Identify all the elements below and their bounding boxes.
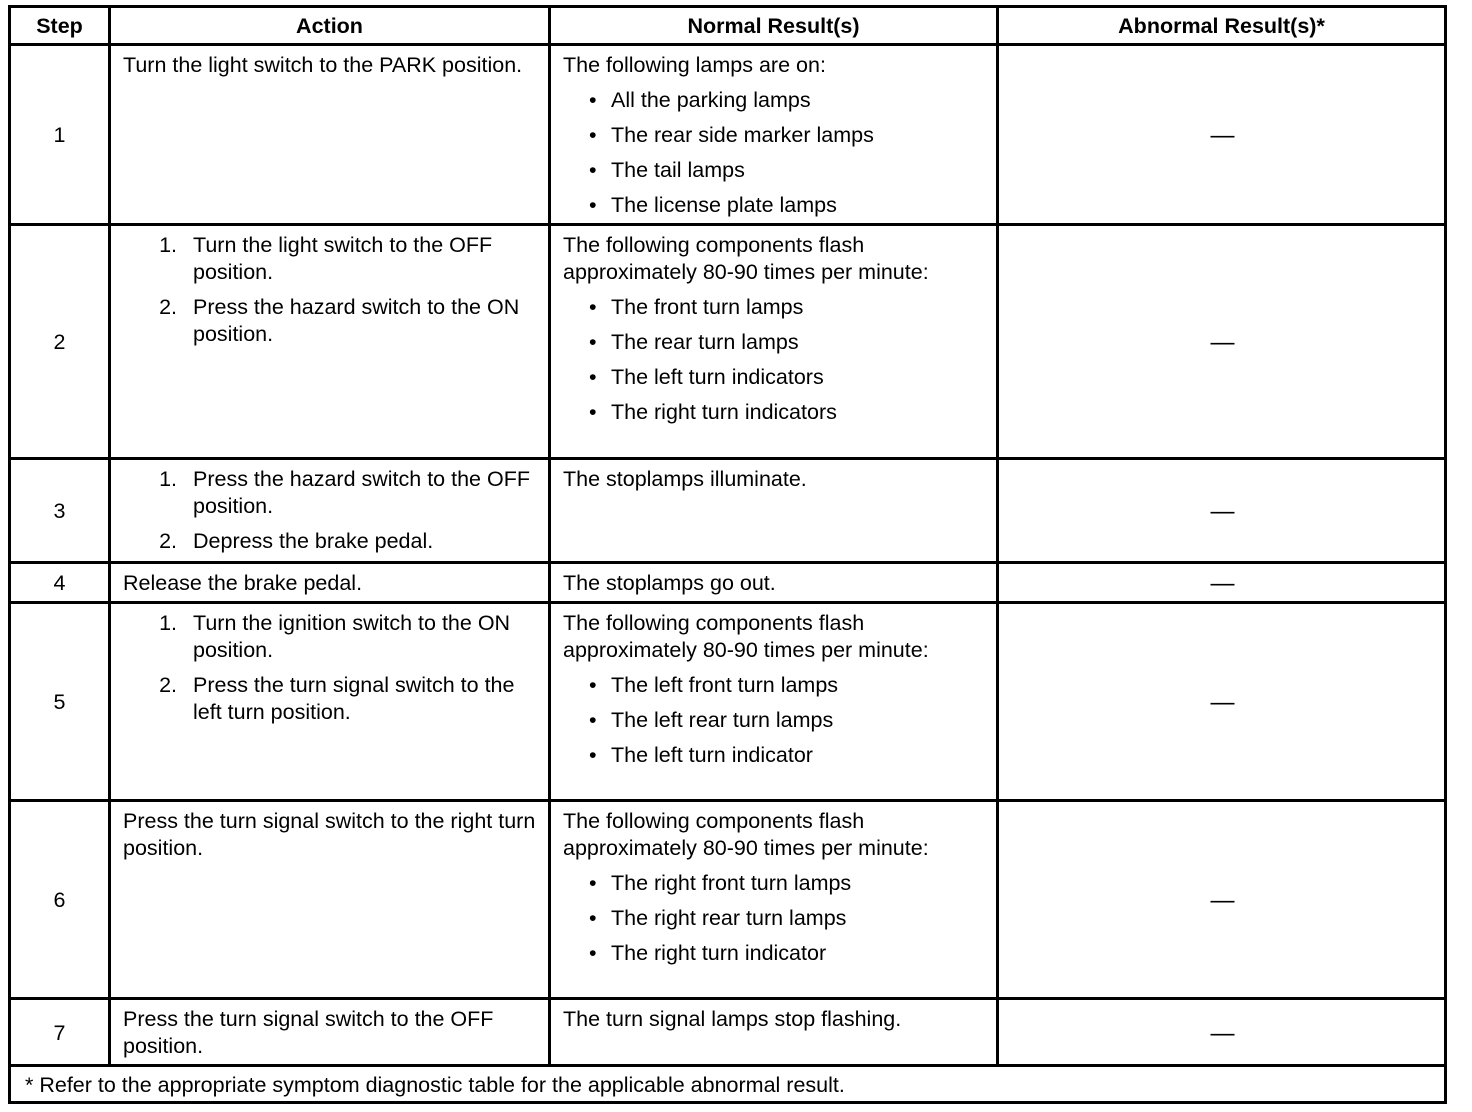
normal-result-list-item: [589, 707, 986, 734]
footnote: * Refer to the appropriate symptom diagnostic table for the applicable abnormal result.: [10, 1066, 1446, 1103]
normal-result-cell: [550, 603, 998, 801]
bullet-text: The left turn indicator: [611, 743, 813, 767]
bullet-text: The front turn lamps: [611, 295, 804, 319]
normal-result-list-item: [589, 742, 986, 769]
normal-result-cell: [550, 563, 998, 603]
table-body: [10, 45, 1446, 1066]
normal-result-list-item: [589, 870, 986, 897]
action-list-item: 1. Press the hazard switch to the OFF position.: [183, 466, 538, 520]
normal-result-list-item: [589, 122, 986, 149]
bullet-text: The left turn indicators: [611, 365, 824, 389]
action-cell: [110, 45, 550, 225]
normal-result-text: The following components flash approximately 80-90 times per minute:: [563, 809, 929, 860]
bullet-text: All the parking lamps: [611, 88, 811, 112]
header-action: Action: [110, 7, 550, 45]
normal-result-text: The following components flash approximately 80-90 times per minute:: [563, 233, 929, 284]
abnormal-result-cell: —: [998, 603, 1446, 801]
bullet-text: The right front turn lamps: [611, 871, 852, 895]
table-row: [10, 563, 1446, 603]
bullet-icon: •: [589, 400, 597, 424]
bullet-icon: •: [589, 906, 597, 930]
normal-result-list: [563, 672, 986, 769]
step-number: 2: [10, 225, 110, 459]
table-row: [10, 45, 1446, 225]
action-list: [123, 610, 538, 726]
bullet-text: The right rear turn lamps: [611, 906, 847, 930]
normal-result-list-item: [589, 157, 986, 184]
normal-result-cell: [550, 459, 998, 563]
step-number: 7: [10, 999, 110, 1066]
action-list: [123, 466, 538, 555]
action-cell: [110, 459, 550, 563]
action-list-item: 1. Turn the ignition switch to the ON position.: [183, 610, 538, 664]
bullet-icon: •: [589, 158, 597, 182]
normal-result-list-item: [589, 294, 986, 321]
normal-result-text: The turn signal lamps stop flashing.: [563, 1007, 902, 1031]
normal-result-list: [563, 87, 986, 219]
bullet-text: The license plate lamps: [611, 193, 837, 217]
bullet-icon: •: [589, 123, 597, 147]
normal-result-list: [563, 870, 986, 967]
bullet-text: The left front turn lamps: [611, 673, 839, 697]
action-list-item: 2. Press the turn signal switch to the left turn position.: [183, 672, 538, 726]
bullet-icon: •: [589, 743, 597, 767]
normal-result-list-item: [589, 940, 986, 967]
normal-result-list-item: [589, 87, 986, 114]
diagnostic-table-container: [8, 5, 1444, 1104]
bullet-text: The rear side marker lamps: [611, 123, 874, 147]
normal-result-cell: [550, 45, 998, 225]
abnormal-result-cell: —: [998, 459, 1446, 563]
bullet-text: The left rear turn lamps: [611, 708, 834, 732]
abnormal-result-cell: —: [998, 801, 1446, 999]
normal-result-text: The stoplamps illuminate.: [563, 467, 807, 491]
bullet-text: The rear turn lamps: [611, 330, 799, 354]
bullet-icon: •: [589, 941, 597, 965]
table-row: [10, 999, 1446, 1066]
diagnostic-table: [8, 5, 1447, 1104]
bullet-icon: •: [589, 88, 597, 112]
table-row: [10, 225, 1446, 459]
bullet-text: The tail lamps: [611, 158, 745, 182]
abnormal-result-cell: —: [998, 45, 1446, 225]
footnote-row: [10, 1066, 1446, 1103]
normal-result-text: The following lamps are on:: [563, 53, 826, 77]
normal-result-list-item: [589, 192, 986, 219]
action-cell: [110, 999, 550, 1066]
action-text: Press the turn signal switch to the right turn position.: [123, 809, 536, 860]
normal-result-list-item: [589, 672, 986, 699]
bullet-icon: •: [589, 673, 597, 697]
normal-result-cell: [550, 801, 998, 999]
header-normal-results: Normal Result(s): [550, 7, 998, 45]
action-text: Press the turn signal switch to the OFF position.: [123, 1007, 494, 1058]
table-row: [10, 459, 1446, 563]
abnormal-result-cell: —: [998, 999, 1446, 1066]
action-list-item: 2. Depress the brake pedal.: [183, 528, 538, 555]
step-number: 5: [10, 603, 110, 801]
bullet-icon: •: [589, 871, 597, 895]
normal-result-text: The stoplamps go out.: [563, 571, 776, 595]
normal-result-list-item: [589, 329, 986, 356]
normal-result-text: The following components flash approximately 80-90 times per minute:: [563, 611, 929, 662]
step-number: 3: [10, 459, 110, 563]
step-number: 4: [10, 563, 110, 603]
bullet-icon: •: [589, 365, 597, 389]
action-text: Release the brake pedal.: [123, 571, 363, 595]
normal-result-list: [563, 294, 986, 426]
action-cell: [110, 563, 550, 603]
action-cell: [110, 225, 550, 459]
action-cell: [110, 801, 550, 999]
abnormal-result-cell: —: [998, 225, 1446, 459]
header-abnormal-results: Abnormal Result(s)*: [998, 7, 1446, 45]
normal-result-list-item: [589, 364, 986, 391]
bullet-icon: •: [589, 708, 597, 732]
bullet-icon: •: [589, 295, 597, 319]
table-row: [10, 801, 1446, 999]
action-text: Turn the light switch to the PARK position.: [123, 53, 523, 77]
bullet-icon: •: [589, 330, 597, 354]
normal-result-list-item: [589, 905, 986, 932]
header-row: [10, 7, 1446, 45]
normal-result-cell: [550, 999, 998, 1066]
action-list-item: 2. Press the hazard switch to the ON position.: [183, 294, 538, 348]
action-cell: [110, 603, 550, 801]
step-number: 1: [10, 45, 110, 225]
bullet-text: The right turn indicators: [611, 400, 837, 424]
bullet-icon: •: [589, 193, 597, 217]
normal-result-cell: [550, 225, 998, 459]
bullet-text: The right turn indicator: [611, 941, 827, 965]
table-row: [10, 603, 1446, 801]
action-list: [123, 232, 538, 348]
step-number: 6: [10, 801, 110, 999]
header-step: Step: [10, 7, 110, 45]
action-list-item: 1. Turn the light switch to the OFF position.: [183, 232, 538, 286]
normal-result-list-item: [589, 399, 986, 426]
abnormal-result-cell: —: [998, 563, 1446, 603]
